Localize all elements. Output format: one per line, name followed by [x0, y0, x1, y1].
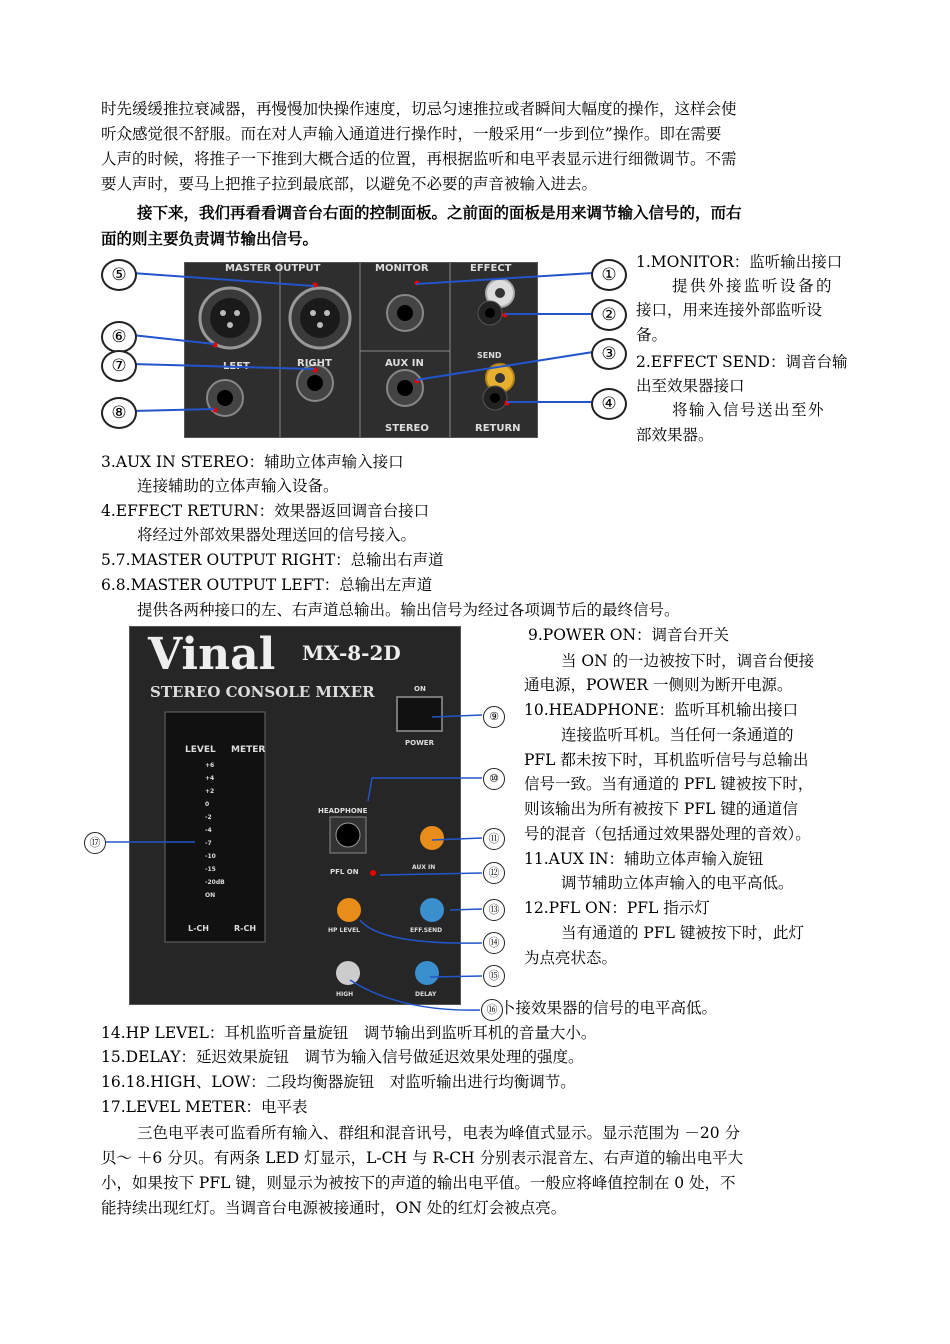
label-delay: DELAY: [415, 991, 437, 998]
meter-tick: +4: [205, 775, 215, 782]
label-return: RETURN: [475, 423, 521, 434]
item-9-desc-2: 通电源，POWER 一侧则为断开电源。: [524, 676, 793, 694]
callout-12: ⑫: [483, 862, 505, 884]
item-17-desc-3: 小，如果按下 PFL 键，则显示为被按下的声道的输出电平值。一般应将峰值控制在 0 处，不: [101, 1174, 736, 1192]
item-5-8-desc: 提供各两种接口的左、右声道总输出。输出信号为经过各项调节后的最终信号。: [137, 601, 680, 619]
label-lch: L-CH: [188, 924, 209, 933]
model-name: MX-8-2D: [302, 641, 401, 665]
item-10-desc-5: 号的混音（包括通过效果器处理的音效）。: [524, 825, 811, 843]
item-17-desc-2: 贝～ ＋6 分贝。有两条 LED 灯显示，L-CH 与 R-CH 分别表示混音左、右声道的输出电平大: [101, 1149, 744, 1167]
heading-line-1: 接下来，我们再看看调音台右面的控制面板。之前面的面板是用来调节输入信号的，而右: [137, 203, 742, 222]
item-10-desc-2: PFL 都未按下时，耳机监听信号与总输出: [524, 751, 809, 769]
item-2-desc-2: 部效果器。: [636, 426, 714, 444]
label-pfl-on: PFL ON: [330, 868, 359, 876]
item-11-title: 11.AUX IN：辅助立体声输入旋钮: [524, 850, 764, 868]
item-17-desc-4: 能持续出现红灯。当调音台电源被接通时，ON 处的红灯会被点亮。: [101, 1199, 567, 1217]
item-11-desc: 调节辅助立体声输入的电平高低。: [561, 874, 794, 892]
item-1-title: 1.MONITOR：监听输出接口: [636, 253, 843, 271]
label-power: POWER: [405, 739, 434, 747]
mixer-subtitle: STEREO CONSOLE MIXER: [150, 683, 375, 701]
meter-tick: -2: [205, 814, 212, 821]
label-rch: R-CH: [234, 924, 257, 933]
item-17-title: 17.LEVEL METER：电平表: [101, 1098, 308, 1116]
callout-4: ④: [591, 388, 627, 420]
label-master-output: MASTER OUTPUT: [225, 263, 321, 274]
callout-15: ⑮: [483, 965, 505, 987]
label-aux-in-knob: AUX IN: [412, 864, 436, 871]
item-4-title: 4.EFFECT RETURN：效果器返回调音台接口: [101, 502, 430, 520]
label-monitor: MONITOR: [375, 263, 429, 274]
label-hp-level: HP LEVEL: [328, 927, 360, 934]
meter-tick: +2: [205, 788, 215, 795]
heading-line-2: 面的则主要负责调节输出信号。: [101, 229, 319, 248]
intro-line-2: 听众感觉很不舒服。而在对人声输入通道进行操作时，一般采用“一步到位”操作。即在需要: [101, 125, 722, 143]
item-10-desc-1: 连接监听耳机。当任何一条通道的: [561, 726, 794, 744]
item-4-desc: 将经过外部效果器处理送回的信号接入。: [137, 526, 417, 544]
item-2-title: 2.EFFECT SEND：调音台输: [636, 353, 848, 371]
item-2-title-cont: 出至效果器接口: [636, 377, 745, 395]
item-9-desc-1: 当 ON 的一边被按下时，调音台便接: [561, 652, 815, 670]
callout-6: ⑥: [101, 321, 137, 353]
label-high: HIGH: [336, 991, 354, 998]
label-aux-in: AUX IN: [385, 358, 424, 369]
callout-1: ①: [591, 259, 627, 291]
intro-line-4: 要人声时，要马上把推子拉到最底部，以避免不必要的声音被输入进去。: [101, 175, 598, 193]
label-headphone: HEADPHONE: [318, 807, 368, 815]
meter-tick: -15: [205, 866, 216, 873]
item-1-desc-2: 接口，用来连接外部监听设: [636, 301, 823, 319]
meter-tick: -7: [205, 840, 212, 847]
item-10-desc-4: 则该输出为所有被按下 PFL 键的通道信: [524, 800, 798, 818]
callout-8: ⑧: [101, 397, 137, 429]
intro-line-3: 人声的时候，将推子一下推到大概合适的位置，再根据监听和电平表显示进行细微调节。不需: [101, 150, 737, 168]
item-3-title: 3.AUX IN STEREO：辅助立体声输入接口: [101, 453, 404, 471]
item-1-desc-3: 备。: [636, 326, 668, 344]
callout-5: ⑤: [101, 259, 137, 291]
meter-tick: -4: [205, 827, 212, 834]
item-1-desc-1: 提供外接监听设备的: [672, 277, 835, 295]
item-16-18: 16.18.HIGH、LOW：二段均衡器旋钮 对监听输出进行均衡调节。: [101, 1073, 576, 1091]
item-15: 15.DELAY：延迟效果旋钮 调节为输入信号做延迟效果处理的强度。: [101, 1048, 584, 1066]
meter-tick: ON: [205, 892, 216, 899]
label-level: LEVEL: [185, 745, 216, 755]
callout-16: ⑯: [481, 999, 503, 1021]
callout-10: ⑩: [483, 768, 505, 790]
item-2-desc-1: 将输入信号送出至外: [672, 401, 826, 419]
label-eff-send: EFF.SEND: [410, 927, 443, 934]
item-5-7-title: 5.7.MASTER OUTPUT RIGHT：总输出右声道: [101, 551, 444, 569]
item-12-title: 12.PFL ON：PFL 指示灯: [524, 899, 710, 917]
callout-7: ⑦: [101, 350, 137, 382]
meter-tick: -20dB: [205, 879, 225, 886]
meter-tick: +6: [205, 762, 215, 769]
item-12-desc-1: 当有通道的 PFL 键被按下时，此灯: [561, 924, 804, 942]
item-9-title: 9.POWER ON：调音台开关: [528, 626, 730, 644]
item-13-desc-fragment: 卜接效果器的信号的电平高低。: [500, 999, 718, 1017]
meter-tick: 0: [205, 801, 210, 808]
label-stereo: STEREO: [385, 423, 429, 434]
callout-9: ⑨: [483, 706, 505, 728]
label-on: ON: [414, 685, 426, 693]
item-12-desc-2: 为点亮状态。: [524, 949, 618, 967]
item-6-8-title: 6.8.MASTER OUTPUT LEFT：总输出左声道: [101, 576, 433, 594]
callout-14: ⑭: [483, 932, 505, 954]
label-send: SEND: [477, 351, 502, 360]
item-10-title: 10.HEADPHONE：监听耳机输出接口: [524, 701, 799, 719]
brand-logo: Vinal: [148, 629, 276, 680]
item-3-desc: 连接辅助的立体声输入设备。: [137, 477, 339, 495]
intro-line-1: 时先缓缓推拉衰减器，再慢慢加快操作速度，切忌匀速推拉或者瞬间大幅度的操作，这样会使: [101, 100, 737, 118]
callout-13: ⑬: [483, 899, 505, 921]
panel1-callout-lines: [0, 0, 950, 460]
item-17-desc-1: 三色电平表可监看所有输入、群组和混音讯号，电表为峰值式显示。显示范围为 －20 分: [137, 1124, 741, 1142]
callout-11: ⑪: [483, 828, 505, 850]
callout-17: ⑰: [84, 832, 106, 854]
label-effect: EFFECT: [470, 263, 512, 274]
item-10-desc-3: 信号一致。当有通道的 PFL 键被按下时，: [524, 775, 814, 793]
label-right: RIGHT: [297, 358, 332, 369]
meter-tick: -10: [205, 853, 216, 860]
item-14: 14.HP LEVEL：耳机监听音量旋钮 调节输出到监听耳机的音量大小。: [101, 1024, 597, 1042]
label-meter: METER: [231, 745, 266, 755]
callout-3: ③: [591, 338, 627, 370]
callout-2: ②: [591, 299, 627, 331]
